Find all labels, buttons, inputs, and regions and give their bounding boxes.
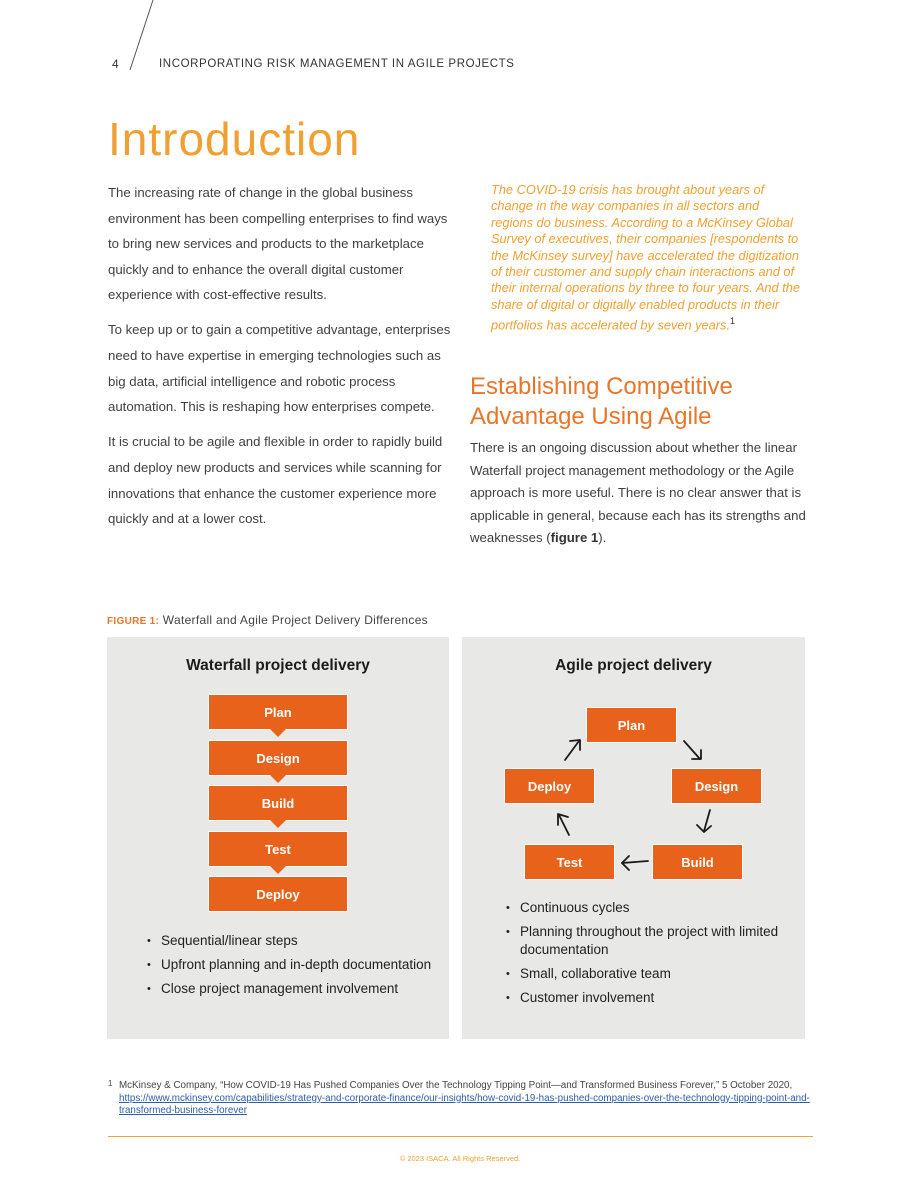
- list-item: • Close project management involvement: [147, 980, 447, 998]
- section-body: [470, 437, 815, 550]
- list-item: • Upfront planning and in-depth documentation: [147, 956, 447, 974]
- waterfall-title: Waterfall project delivery: [186, 657, 370, 674]
- waterfall-bullets: [147, 932, 447, 1004]
- pull-quote: [491, 182, 801, 334]
- step-label: Test: [265, 841, 291, 857]
- intro-body: [108, 180, 453, 541]
- arrow-icon: [558, 814, 569, 835]
- list-item: • Continuous cycles: [506, 899, 796, 917]
- down-arrow-icon: [270, 820, 286, 828]
- section-title-line: Advantage Using Agile: [470, 403, 712, 430]
- step-label: Test: [556, 854, 583, 870]
- waterfall-step-design: [208, 740, 348, 776]
- arrow-icon: [622, 856, 648, 870]
- section-title-line: Establishing Competitive: [470, 373, 733, 400]
- section-text: There is an ongoing discussion about whether the linear Waterfall project management methodology or the Agile approach is more useful. There is no clear answer that is applicable in general, because each has its strengths and weaknesses (: [470, 440, 806, 546]
- waterfall-step-build: [208, 785, 348, 821]
- figure-reference[interactable]: figure 1: [550, 530, 599, 546]
- copyright: © 2023 ISACA. All Rights Reserved.: [399, 1154, 521, 1163]
- step-label: Plan: [617, 717, 646, 733]
- step-label: Build: [681, 854, 714, 870]
- list-item: • Planning throughout the project with limited documentation: [506, 923, 796, 959]
- footnote: [108, 1080, 813, 1118]
- agile-panel: [462, 637, 805, 1039]
- down-arrow-icon: [270, 866, 286, 874]
- arrow-icon: [684, 741, 701, 759]
- down-arrow-icon: [270, 775, 286, 783]
- header-divider-slash: [125, 0, 155, 72]
- step-label: Deploy: [256, 886, 300, 902]
- step-label: Deploy: [527, 778, 572, 794]
- down-arrow-icon: [270, 729, 286, 737]
- running-title: INCORPORATING RISK MANAGEMENT IN AGILE PROJECTS: [159, 58, 515, 70]
- intro-paragraph: It is crucial to be agile and flexible in order to rapidly build and deploy new products and services while scanning for innovations that enhance the customer experience more quickly and at a lower cost.: [108, 434, 443, 527]
- waterfall-panel: [107, 637, 449, 1039]
- footer-divider: [108, 1136, 813, 1137]
- agile-bullets: [506, 899, 796, 1013]
- footnote-text: McKinsey & Company, “How COVID-19 Has Pushed Companies Over the Technology Tipping Point—and Transformed Business Forever,” 5 October 2020,: [119, 1080, 793, 1091]
- arrow-icon: [697, 810, 711, 832]
- section-text-end: ).: [598, 530, 607, 546]
- intro-paragraph: The increasing rate of change in the global business environment has been compelling enterprises to find ways to bring new services and products to the marketplace quickly and to enhance the overall digital customer experience with cost-effective results.: [108, 185, 448, 303]
- waterfall-step-plan: [208, 694, 348, 730]
- section-title: [470, 372, 733, 432]
- waterfall-step-deploy: [208, 876, 348, 912]
- quote-text: The COVID-19 crisis has brought about years of change in the way companies in all sectors and regions do business. According to a McKinsey Global Survey of executives, their companies [respondents to the McKinsey survey] have accelerated the digitization of their customer and supply chain interactions and of their internal operations by three to four years. And the share of digital or digitally enabled products in their portfolios has accelerated by seven years.: [491, 182, 800, 333]
- figure-caption-text: Waterfall and Agile Project Delivery Differences: [162, 613, 428, 627]
- figure-label: FIGURE 1:: [107, 616, 160, 627]
- step-label: Build: [261, 795, 295, 811]
- step-label: Design: [694, 778, 739, 794]
- agile-title: Agile project delivery: [555, 657, 712, 674]
- quote-footnote-ref[interactable]: 1: [730, 316, 736, 327]
- step-label: Plan: [264, 704, 292, 720]
- arrow-icon: [565, 740, 580, 760]
- intro-title: Introduction: [108, 113, 361, 165]
- list-item: • Small, collaborative team: [506, 965, 796, 983]
- waterfall-step-test: [208, 831, 348, 867]
- page-number: 4: [112, 57, 119, 71]
- cycle-arrows: [462, 637, 805, 897]
- footnote-number: 1: [108, 1079, 113, 1088]
- figure-caption: [107, 613, 428, 627]
- footnote-link[interactable]: https://www.mckinsey.com/capabilities/strategy-and-corporate-finance/our-insights/how-covid-19-has-pushed-companies-over-the-technology-tipping-point-and-transformed-business-forever: [119, 1092, 810, 1116]
- list-item: • Sequential/linear steps: [147, 932, 447, 950]
- step-label: Design: [256, 750, 300, 766]
- intro-paragraph: To keep up or to gain a competitive advantage, enterprises need to have expertise in emerging technologies such as big data, artificial intelligence and robotic process automation. This is reshaping how enterprises compete.: [108, 322, 451, 415]
- list-item: • Customer involvement: [506, 989, 796, 1007]
